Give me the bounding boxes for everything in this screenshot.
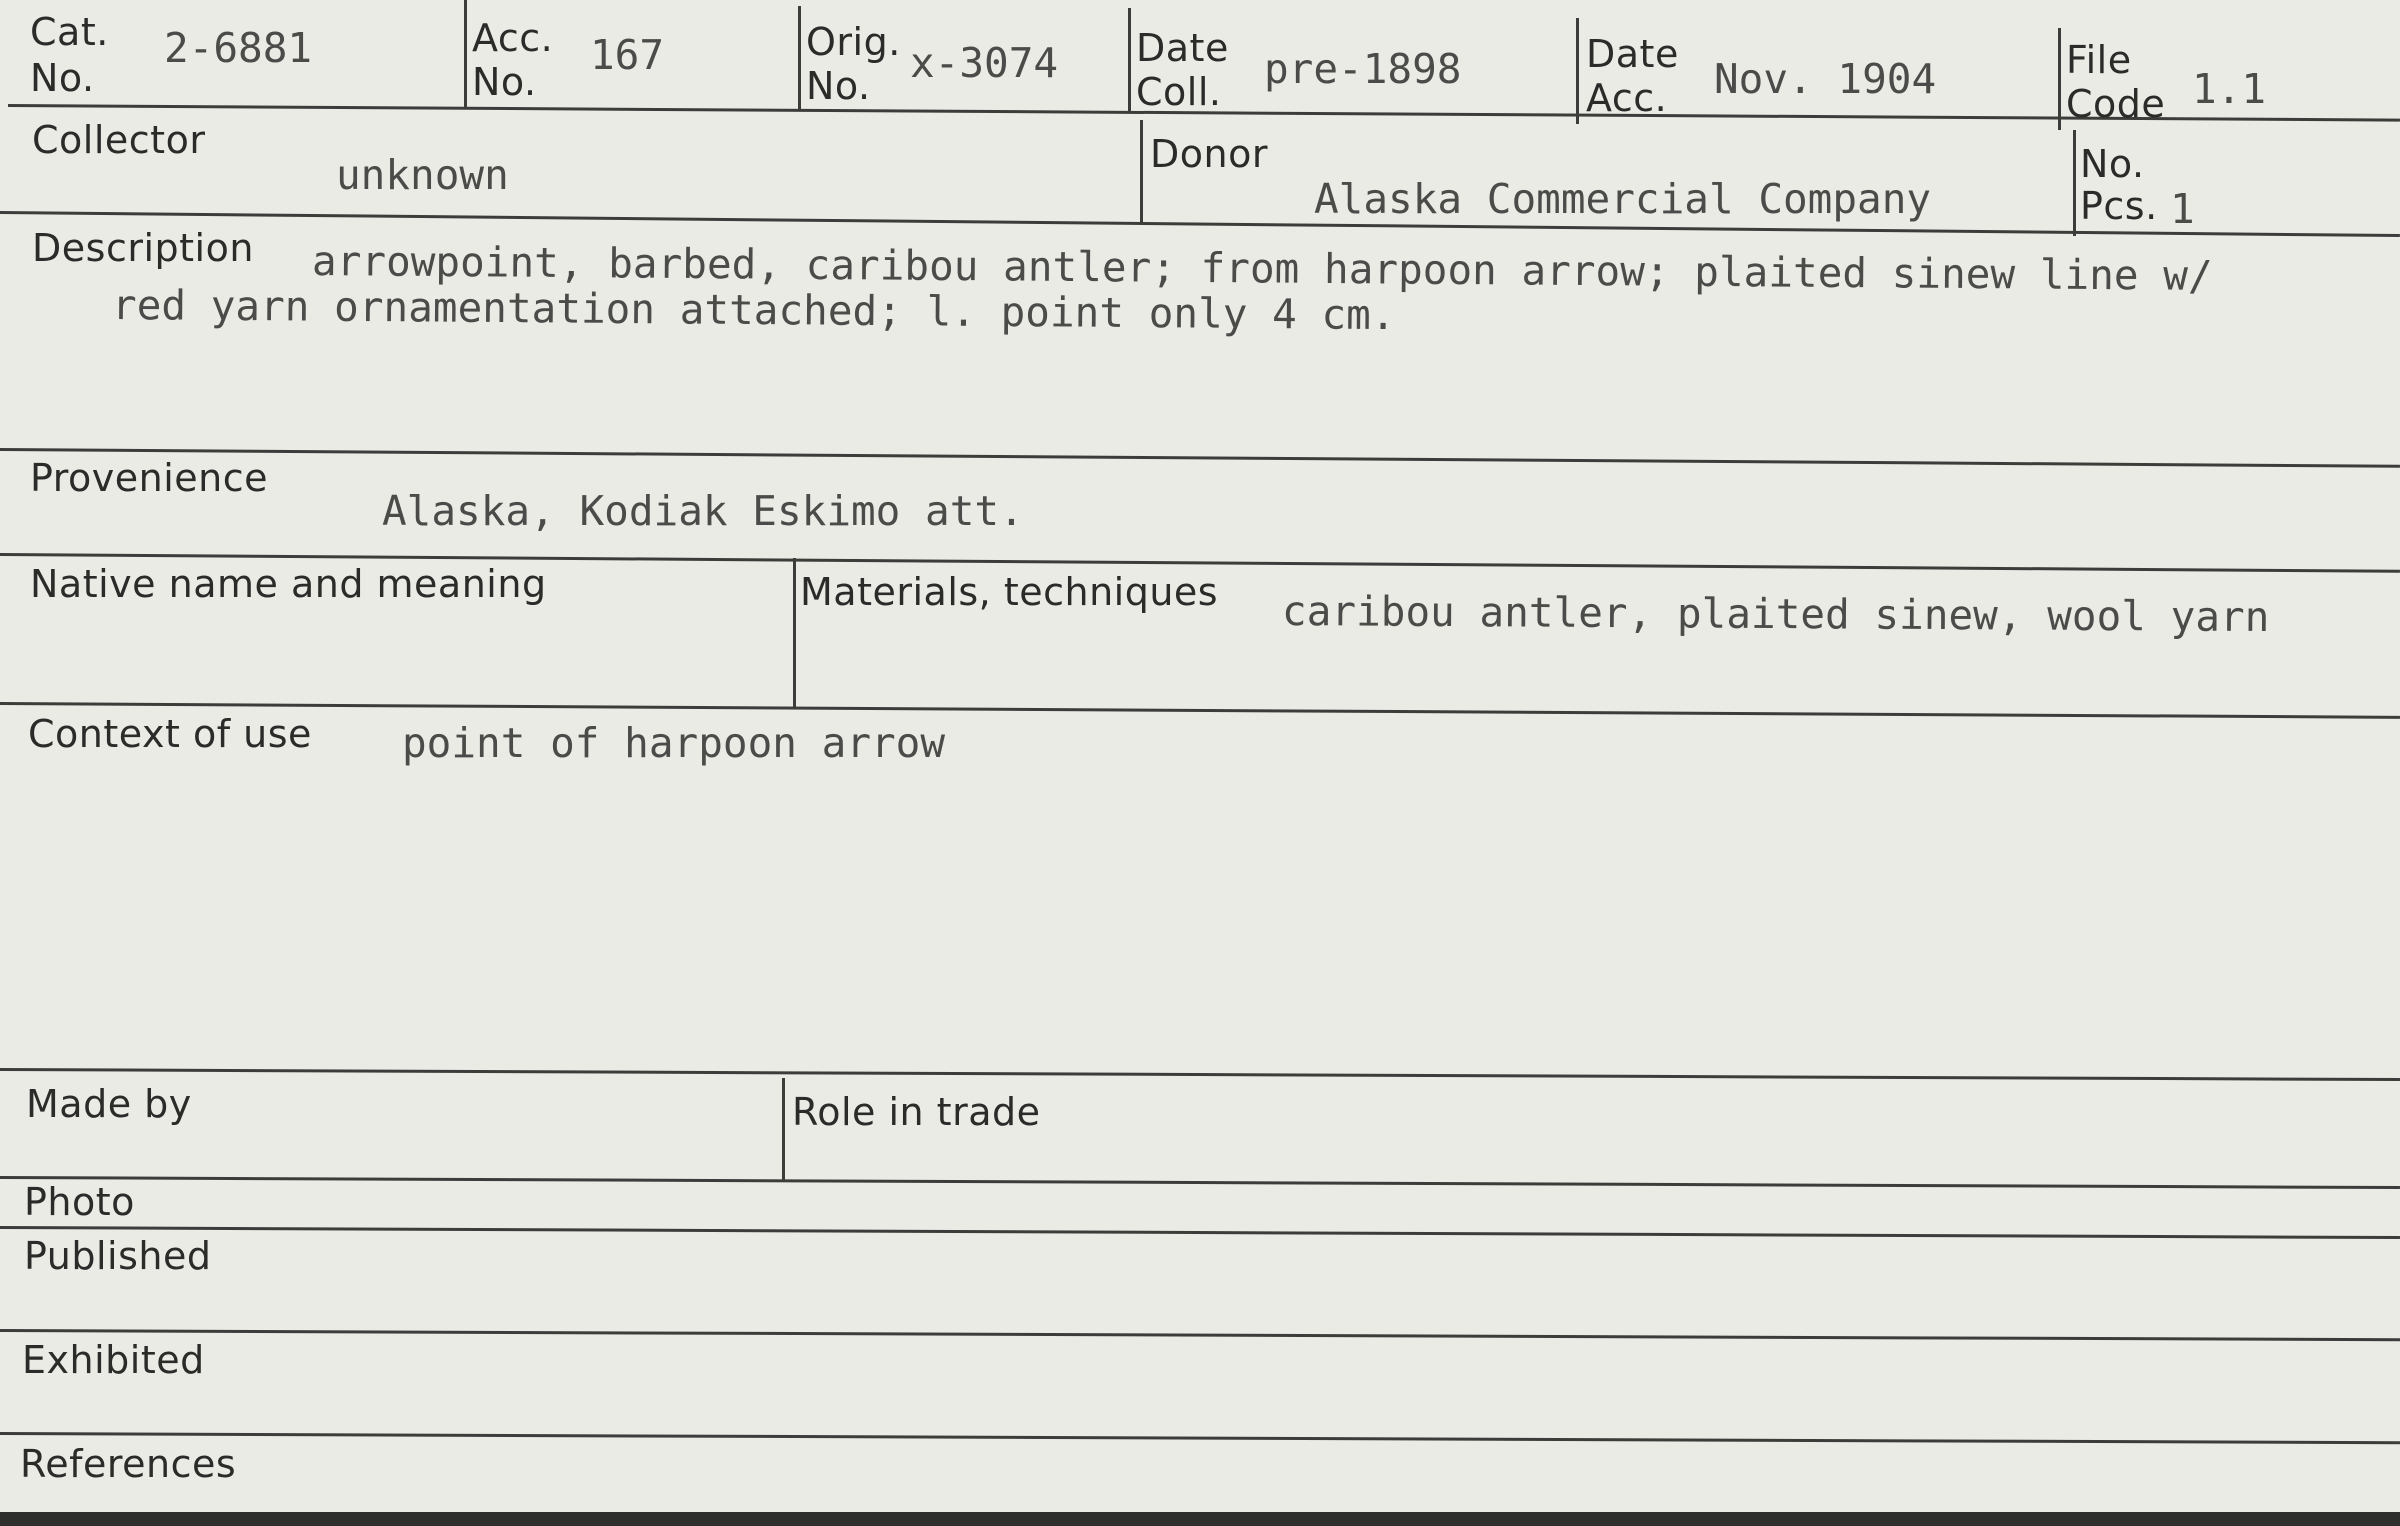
date-acc-label-1: Date [1586, 32, 1679, 76]
materials-label: Materials, techniques [800, 570, 1219, 614]
date-acc-value: Nov. 1904 [1714, 55, 1937, 103]
rule-collector [0, 211, 2400, 237]
orig-no-label-1: Orig. [806, 20, 901, 64]
divider-dateacc-file [2058, 28, 2061, 130]
description-line-1: arrowpoint, barbed, caribou antler; from harpoon arrow; plaited sinew line w/ [311, 237, 2213, 300]
made-by-label: Made by [26, 1082, 192, 1126]
cat-no-label-1: Cat. [30, 10, 109, 54]
provenience-value: Alaska, Kodiak Eskimo att. [382, 487, 1024, 535]
divider-cat-acc [464, 0, 467, 108]
acc-no-value: 167 [590, 31, 665, 79]
description-line-2: red yarn ornamentation attached; l. point only 4 cm. [111, 281, 1396, 340]
divider-donor-pcs [2073, 130, 2076, 236]
published-label: Published [24, 1234, 212, 1278]
materials-value: caribou antler, plaited sinew, wool yarn [1281, 587, 2270, 642]
date-coll-label-2: Coll. [1136, 70, 1222, 114]
no-pcs-label-1: No. [2080, 142, 2145, 186]
rule-native [0, 702, 2400, 719]
acc-no-label-1: Acc. [472, 16, 554, 60]
rule-exhibited [0, 1432, 2400, 1444]
collector-value: unknown [336, 151, 509, 199]
photo-label: Photo [24, 1180, 135, 1224]
cat-no-label-2: No. [30, 56, 95, 100]
context-value: point of harpoon arrow [402, 719, 946, 767]
no-pcs-value: 1 [2170, 185, 2195, 233]
exhibited-label: Exhibited [22, 1338, 205, 1382]
no-pcs-label-2: Pcs. [2080, 184, 2158, 228]
rule-madeby [0, 1176, 2400, 1189]
divider-orig-datecoll [1128, 8, 1131, 112]
date-coll-value: pre-1898 [1264, 45, 1462, 93]
date-acc-label-2: Acc. [1586, 76, 1668, 120]
divider-acc-orig [798, 6, 801, 110]
divider-native-materials [793, 558, 796, 708]
rule-photo [0, 1226, 2400, 1239]
context-label: Context of use [28, 712, 312, 756]
collector-label: Collector [32, 118, 206, 162]
divider-madeby-role [782, 1078, 785, 1182]
native-name-label: Native name and meaning [30, 562, 547, 606]
donor-label: Donor [1150, 132, 1268, 176]
acc-no-label-2: No. [472, 60, 537, 104]
description-label: Description [32, 226, 254, 270]
divider-datecoll-dateacc [1576, 18, 1579, 124]
rule-published [0, 1329, 2400, 1341]
file-code-label-1: File [2066, 38, 2132, 82]
references-label: References [20, 1442, 237, 1486]
cat-no-value: 2-6881 [164, 24, 313, 72]
donor-value: Alaska Commercial Company [1314, 175, 1932, 223]
date-coll-label-1: Date [1136, 26, 1229, 70]
orig-no-value: x-3074 [910, 39, 1059, 87]
orig-no-label-2: No. [806, 64, 871, 108]
role-in-trade-label: Role in trade [792, 1090, 1041, 1134]
rule-context [0, 1068, 2400, 1081]
provenience-label: Provenience [30, 456, 269, 500]
rule-description [0, 448, 2400, 468]
file-code-value: 1.1 [2192, 65, 2267, 113]
divider-collector-donor [1140, 120, 1143, 224]
file-code-label-2: Code [2066, 82, 2166, 126]
